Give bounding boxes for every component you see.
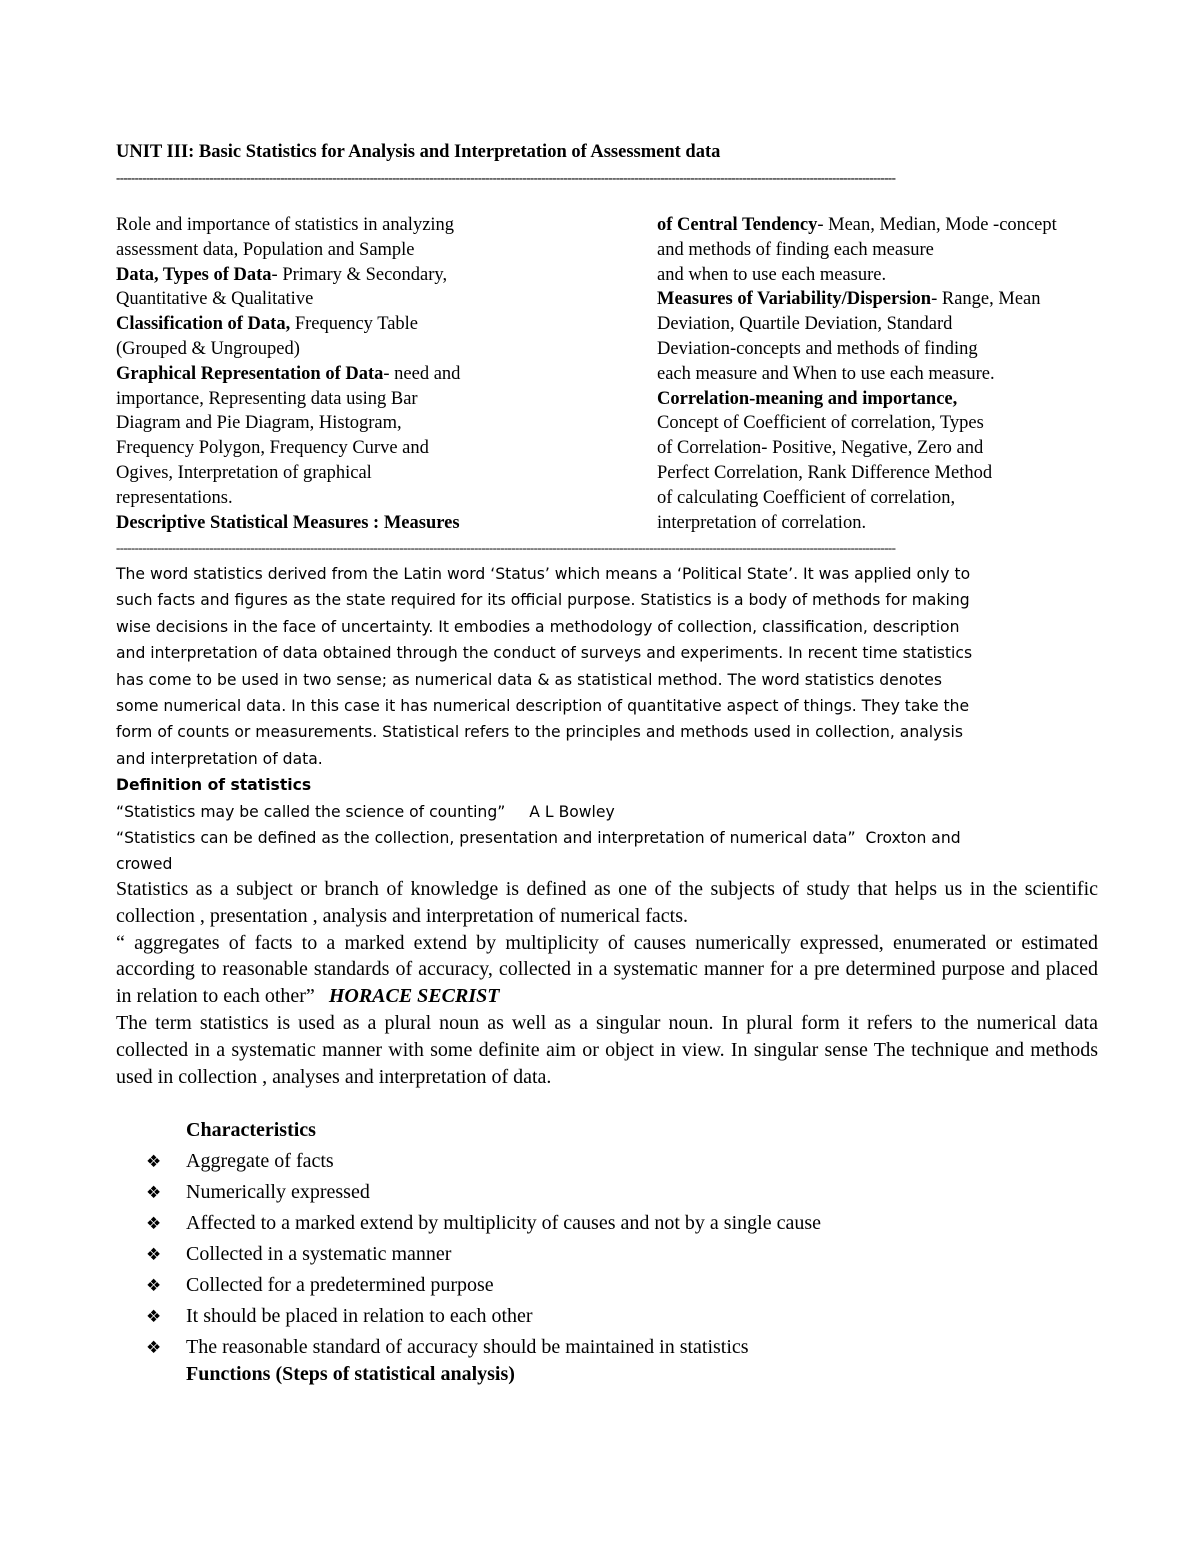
syllabus-line: Data, Types of Data- Primary & Secondary, bbox=[116, 264, 448, 285]
syllabus-line: importance, Representing data using Bar bbox=[116, 388, 418, 409]
intro-line: and interpretation of data obtained through the conduct of surveys and experiments. In recent time statistics bbox=[116, 644, 973, 663]
list-item: ❖ The reasonable standard of accuracy should be maintained in statistics bbox=[146, 1332, 821, 1363]
syllabus-line: of calculating Coefficient of correlation, bbox=[657, 487, 956, 508]
diamond-bullet-icon: ❖ bbox=[146, 1152, 162, 1172]
syllabus-right-column bbox=[657, 213, 1137, 535]
intro-line: wise decisions in the face of uncertainty. It embodies a methodology of collection, classification, description bbox=[116, 617, 960, 636]
list-item: ❖ Affected to a marked extend by multiplicity of causes and not by a single cause bbox=[146, 1208, 821, 1239]
separator-rule-top: ----------------------------------------------------------------------------------------------------------------------------------------------------------------------------------------------------------------- bbox=[116, 170, 896, 185]
syllabus-line: Deviation, Quartile Deviation, Standard bbox=[657, 314, 953, 335]
syllabus-line: of Correlation- Positive, Negative, Zero and bbox=[657, 438, 984, 459]
syllabus-line: Role and importance of statistics in analyzing bbox=[116, 215, 455, 235]
syllabus-line: Deviation-concepts and methods of finding bbox=[657, 338, 978, 359]
intro-line: The word statistics derived from the Latin word ‘Status’ which means a ‘Political State’. It was applied only to bbox=[116, 565, 971, 583]
diamond-bullet-icon: ❖ bbox=[146, 1183, 162, 1203]
bowley-author: A L Bowley bbox=[529, 802, 615, 821]
syllabus-line: Concept of Coefficient of correlation, Types bbox=[657, 413, 984, 434]
intro-line: and interpretation of data. bbox=[116, 749, 323, 768]
functions-heading: Functions (Steps of statistical analysis) bbox=[186, 1363, 515, 1385]
syllabus-line: Descriptive Statistical Measures : Measures bbox=[116, 512, 460, 533]
subject-definition-paragraph: Statistics as a subject or branch of knowledge is defined as one of the subjects of study that helps us in the scientific collection , presentation , analysis and interpretation of numerical facts. bbox=[116, 878, 1098, 927]
intro-line: some numerical data. In this case it has numerical description of quantitative aspect of things. They take the bbox=[116, 697, 970, 716]
syllabus-line: interpretation of correlation. bbox=[657, 512, 867, 533]
syllabus-line: Frequency Polygon, Frequency Curve and bbox=[116, 438, 429, 459]
syllabus-line: Measures of Variability/Dispersion- Range, Mean bbox=[657, 289, 1041, 310]
diamond-bullet-icon: ❖ bbox=[146, 1214, 162, 1234]
syllabus-line: Ogives, Interpretation of graphical bbox=[116, 462, 372, 483]
croxton-definition: “Statistics can be defined as the collection, presentation and interpretation of numerical data” Croxton and bbox=[116, 829, 961, 848]
croxton-author-continued: crowed bbox=[116, 855, 173, 874]
syllabus-left-column bbox=[116, 213, 536, 535]
plural-singular-paragraph: The term statistics is used as a plural noun as well as a singular noun. In plural form it refers to the numerical data collected in a systematic manner with some definite aim or object in view. In singular sense The technique and methods used in collection , analyses and interpretation of data. bbox=[116, 1011, 1098, 1088]
intro-line: has come to be used in two sense; as numerical data & as statistical method. The word statistics denotes bbox=[116, 670, 942, 689]
list-item: ❖ It should be placed in relation to each other bbox=[146, 1301, 821, 1332]
syllabus-line: Classification of Data, Frequency Table bbox=[116, 314, 419, 335]
characteristics-heading: Characteristics bbox=[186, 1119, 316, 1141]
definitions-section bbox=[116, 876, 1098, 1090]
croxton-author: Croxton and bbox=[865, 829, 961, 848]
unit-title: UNIT III: Basic Statistics for Analysis and Interpretation of Assessment data bbox=[116, 142, 721, 162]
list-item: ❖ Aggregate of facts bbox=[146, 1146, 821, 1177]
syllabus-line: Quantitative & Qualitative bbox=[116, 289, 314, 310]
syllabus-line: assessment data, Population and Sample bbox=[116, 239, 415, 260]
separator-rule-middle: ----------------------------------------------------------------------------------------------------------------------------------------------------------------------------------------------------------------- bbox=[116, 540, 896, 555]
list-item: ❖ Numerically expressed bbox=[146, 1177, 821, 1208]
list-item: ❖ Collected in a systematic manner bbox=[146, 1239, 821, 1270]
definition-heading: Definition of statistics bbox=[116, 776, 312, 795]
secrist-definition-paragraph: “ aggregates of facts to a marked extend by multiplicity of causes numerically expressed, enumerated or estimated according to reasonable standards of accuracy, collected in a systematic manner for a pre determined purpose and placed in relation to each other” HORACE SECRIST bbox=[116, 931, 1098, 1008]
intro-line: such facts and figures as the state required for its official purpose. Statistics is a body of methods for making bbox=[116, 591, 970, 610]
diamond-bullet-icon: ❖ bbox=[146, 1245, 162, 1265]
syllabus-line: Graphical Representation of Data- need and bbox=[116, 363, 461, 384]
diamond-bullet-icon: ❖ bbox=[146, 1338, 162, 1358]
intro-section bbox=[116, 561, 1091, 878]
syllabus-line: and methods of finding each measure bbox=[657, 239, 934, 260]
diamond-bullet-icon: ❖ bbox=[146, 1307, 162, 1327]
syllabus-line: and when to use each measure. bbox=[657, 264, 887, 285]
secrist-author: HORACE SECRIST bbox=[328, 985, 500, 1008]
bowley-definition: “Statistics may be called the science of counting” A L Bowley bbox=[116, 802, 615, 821]
diamond-bullet-icon: ❖ bbox=[146, 1276, 162, 1296]
syllabus-line: representations. bbox=[116, 487, 233, 508]
syllabus-line: Diagram and Pie Diagram, Histogram, bbox=[116, 413, 402, 434]
syllabus-line: Perfect Correlation, Rank Difference Method bbox=[657, 462, 993, 483]
syllabus-line: Correlation-meaning and importance, bbox=[657, 388, 958, 409]
syllabus-line: of Central Tendency- Mean, Median, Mode -concept bbox=[657, 215, 1057, 235]
syllabus-line: each measure and When to use each measure. bbox=[657, 363, 995, 384]
characteristics-list bbox=[146, 1146, 821, 1363]
list-item: ❖ Collected for a predetermined purpose bbox=[146, 1270, 821, 1301]
intro-line: form of counts or measurements. Statistical refers to the principles and methods used in collection, analysis bbox=[116, 723, 963, 742]
syllabus-line: (Grouped & Ungrouped) bbox=[116, 338, 300, 359]
